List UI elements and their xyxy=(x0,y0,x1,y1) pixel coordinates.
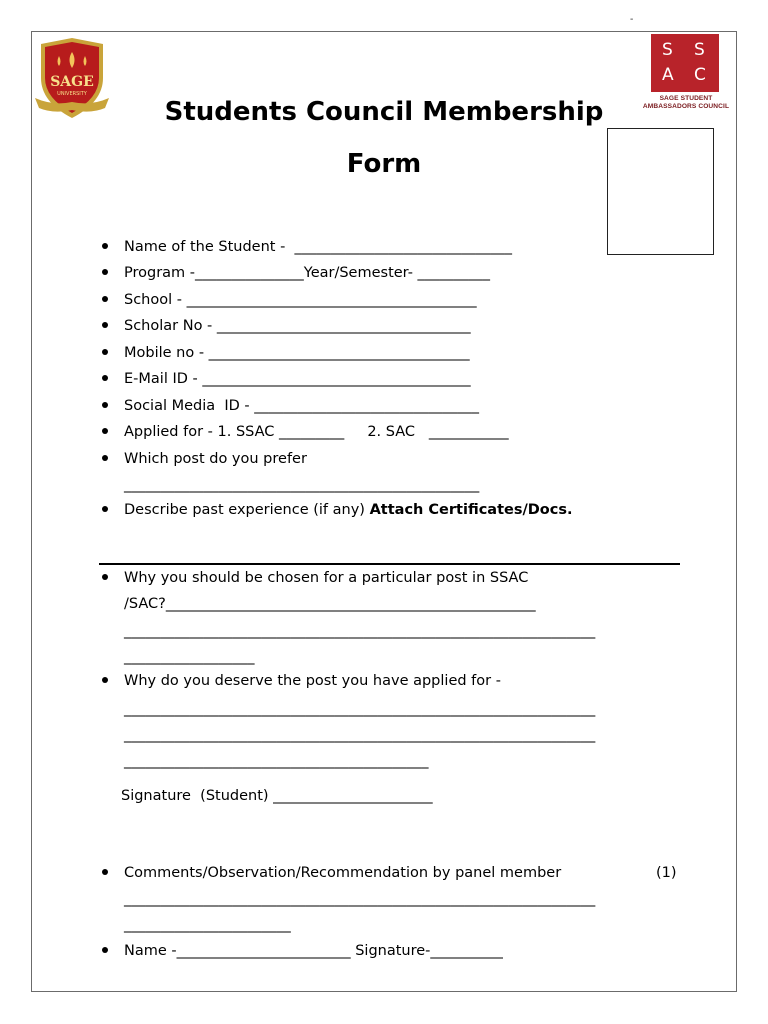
ssac-letter: S xyxy=(662,40,673,60)
experience-answer-line[interactable] xyxy=(99,563,680,565)
preferred-post-label: Which post do you prefer xyxy=(124,451,307,467)
why-chosen-label: Why you should be chosen for a particular post in SSAC xyxy=(124,570,529,586)
bullet xyxy=(102,947,108,953)
panel-comments-label: Comments/Observation/Recommendation by panel member xyxy=(124,865,562,881)
experience-text: Describe past experience (if any) xyxy=(124,502,370,518)
sage-logo-subtext: UNIVERSITY xyxy=(57,91,87,97)
why-chosen-line[interactable]: __________________ xyxy=(124,649,255,665)
ssac-logo-box xyxy=(651,34,719,92)
bullet xyxy=(102,506,108,512)
top-mark: - xyxy=(630,14,634,25)
bullet xyxy=(102,428,108,434)
sage-university-logo xyxy=(33,36,111,120)
panel-comments-line[interactable]: _______________________ xyxy=(124,917,291,933)
panel-comments-line[interactable]: _________________________________________________________________ xyxy=(124,891,596,907)
deserve-post-line[interactable]: __________________________________________ xyxy=(124,753,429,769)
attach-certificates-note: Attach Certificates/Docs. xyxy=(369,502,573,518)
bullet xyxy=(102,296,108,302)
bullet xyxy=(102,574,108,580)
applied-for-field[interactable]: Applied for - 1. SSAC _________ 2. SAC ___________ xyxy=(124,424,509,440)
mobile-field[interactable]: Mobile no - ____________________________________ xyxy=(124,345,470,361)
bullet xyxy=(102,375,108,381)
ssac-caption-line2: AMBASSADORS COUNCIL xyxy=(642,103,730,110)
sage-logo-text: SAGE xyxy=(50,74,94,90)
form-title-line1: Students Council Membership xyxy=(164,97,604,127)
bullet xyxy=(102,677,108,683)
bullet xyxy=(102,402,108,408)
ssac-letter: C xyxy=(694,65,706,85)
student-name-field[interactable]: Name of the Student - ______________________________ xyxy=(124,239,513,255)
form-title-line2: Form xyxy=(346,149,422,179)
bullet xyxy=(102,269,108,275)
scholar-no-field[interactable]: Scholar No - ___________________________________ xyxy=(124,318,471,334)
deserve-post-line[interactable]: _________________________________________________________________ xyxy=(124,701,596,717)
form-title xyxy=(120,86,648,190)
bullet xyxy=(102,869,108,875)
bullet xyxy=(102,322,108,328)
preferred-post-field[interactable]: _________________________________________________ xyxy=(124,477,480,493)
email-field[interactable]: E-Mail ID - _____________________________________ xyxy=(124,371,471,387)
ssac-letter: S xyxy=(694,40,705,60)
program-field[interactable]: Program -_______________Year/Semester- __________ xyxy=(124,265,491,281)
panel-name-signature-field[interactable]: Name -________________________ Signature-__________ xyxy=(124,943,503,959)
panel-comments-number: (1) xyxy=(656,865,677,881)
school-field[interactable]: School - ________________________________________ xyxy=(124,292,477,308)
ssac-caption xyxy=(634,95,738,111)
ssac-logo xyxy=(634,34,738,114)
deserve-post-line[interactable]: _________________________________________________________________ xyxy=(124,727,596,743)
why-chosen-field[interactable]: /SAC?___________________________________________________ xyxy=(124,596,536,612)
why-chosen-line[interactable]: _________________________________________________________________ xyxy=(124,623,596,639)
ssac-letter: A xyxy=(662,65,674,85)
ssac-caption-line1: SAGE STUDENT xyxy=(659,95,713,102)
photo-box xyxy=(607,128,714,255)
student-signature-field[interactable]: Signature (Student) ______________________ xyxy=(121,788,433,804)
deserve-post-label: Why do you deserve the post you have applied for - xyxy=(124,673,501,689)
bullet xyxy=(102,455,108,461)
social-media-field[interactable]: Social Media ID - _______________________________ xyxy=(124,398,480,414)
bullet xyxy=(102,243,108,249)
experience-label xyxy=(124,501,573,519)
bullet xyxy=(102,349,108,355)
